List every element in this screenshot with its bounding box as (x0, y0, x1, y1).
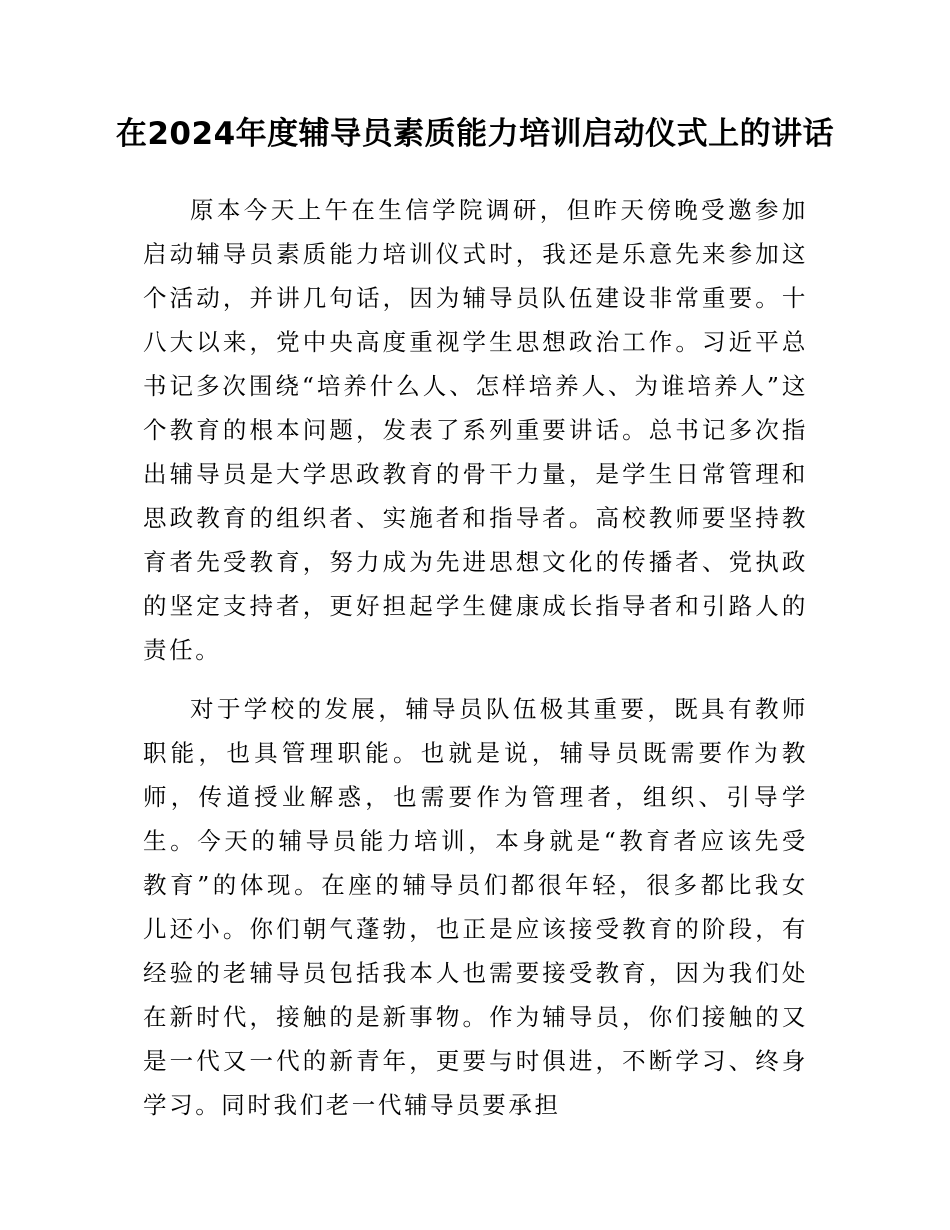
paragraph-2: 对于学校的发展，辅导员队伍极其重要，既具有教师职能，也具管理职能。也就是说，辅导员既需要作为教师，传道授业解惑，也需要作为管理者，组织、引导学生。今天的辅导员能力培训，本身就是“教育者应该先受教育”的体现。在座的辅导员们都很年轻，很多都比我女儿还小。你们朝气蓬勃，也正是应该接受教育的阶段，有经验的老辅导员包括我本人也需要接受教育，因为我们处在新时代，接触的是新事物。作为辅导员，你们接触的又是一代又一代的新青年，更要与时俱进，不断学习、终身学习。同时我们老一代辅导员要承担 (143, 695, 808, 1119)
document-title: 在2024年度辅导员素质能力培训启动仪式上的讲话 (115, 116, 835, 152)
document-body (143, 188, 808, 1127)
paragraph-1: 原本今天上午在生信学院调研，但昨天傍晚受邀参加启动辅导员素质能力培训仪式时，我还是乐意先来参加这个活动，并讲几句话，因为辅导员队伍建设非常重要。十八大以来，党中央高度重视学生思想政治工作。习近平总书记多次围绕“培养什么人、怎样培养人、为谁培养人”这个教育的根本问题，发表了系列重要讲话。总书记多次指出辅导员是大学思政教育的骨干力量，是学生日常管理和思政教育的组织者、实施者和指导者。高校教师要坚持教育者先受教育，努力成为先进思想文化的传播者、党执政的坚定支持者，更好担起学生健康成长指导者和引路人的责任。 (143, 196, 808, 664)
